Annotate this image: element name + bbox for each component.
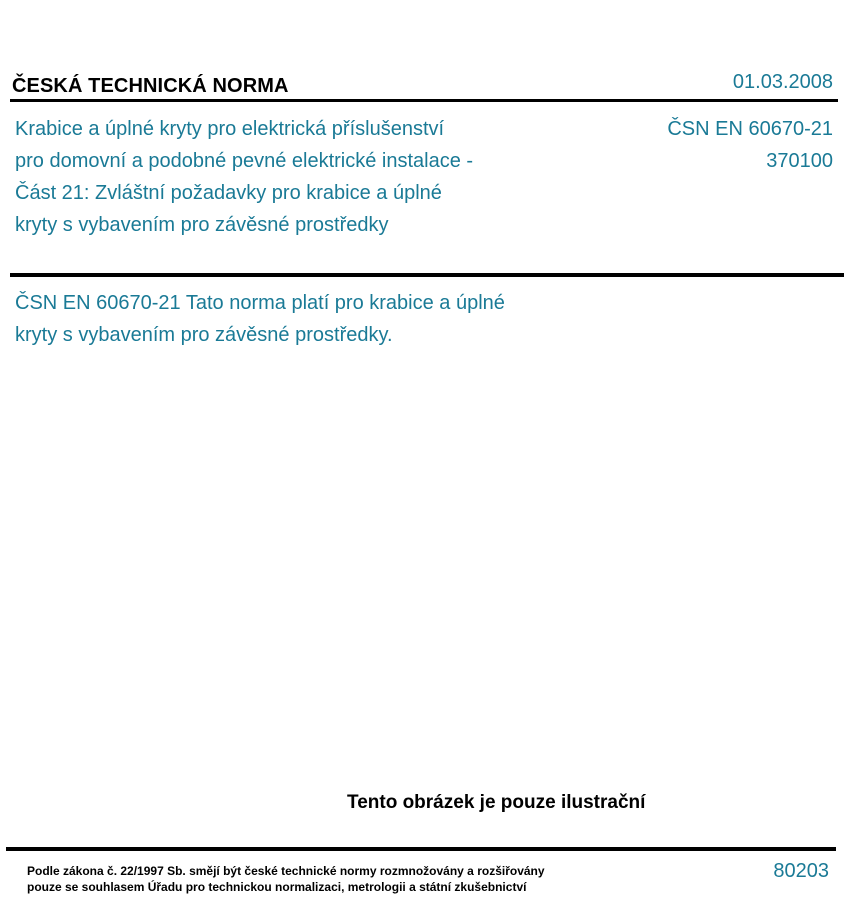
section-divider bbox=[10, 273, 844, 277]
illustration-notice: Tento obrázek je pouze ilustrační bbox=[347, 792, 646, 813]
catalog-number: 80203 bbox=[773, 860, 829, 882]
legal-notice bbox=[27, 863, 545, 895]
publication-date: 01.03.2008 bbox=[732, 71, 833, 93]
standard-number: ČSN EN 60670-21 bbox=[667, 118, 833, 140]
classification-code: 370100 bbox=[766, 150, 833, 172]
legal-notice-line: Podle zákona č. 22/1997 Sb. smějí být české technické normy rozmnožovány a rozšiřovány bbox=[27, 864, 545, 878]
legal-notice-line: pouze se souhlasem Úřadu pro technickou normalizaci, metrologii a státní zkušebnictví bbox=[27, 880, 527, 894]
document-title bbox=[15, 113, 535, 241]
abstract-line: ČSN EN 60670-21 Tato norma platí pro krabice a úplné bbox=[15, 292, 505, 314]
footer-divider bbox=[6, 847, 836, 851]
document-title-line: Krabice a úplné kryty pro elektrická příslušenství bbox=[15, 118, 445, 140]
standard-identifiers bbox=[667, 113, 833, 177]
document-title-line: Část 21: Zvláštní požadavky pro krabice a úplné bbox=[15, 182, 442, 204]
header-divider bbox=[10, 99, 838, 102]
document-title-line: pro domovní a podobné pevné elektrické instalace - bbox=[15, 150, 474, 172]
abstract-line: kryty s vybavením pro závěsné prostředky. bbox=[15, 324, 393, 346]
header-title: ČESKÁ TECHNICKÁ NORMA bbox=[12, 75, 289, 97]
document-title-line: kryty s vybavením pro závěsné prostředky bbox=[15, 214, 389, 236]
abstract bbox=[15, 287, 575, 351]
